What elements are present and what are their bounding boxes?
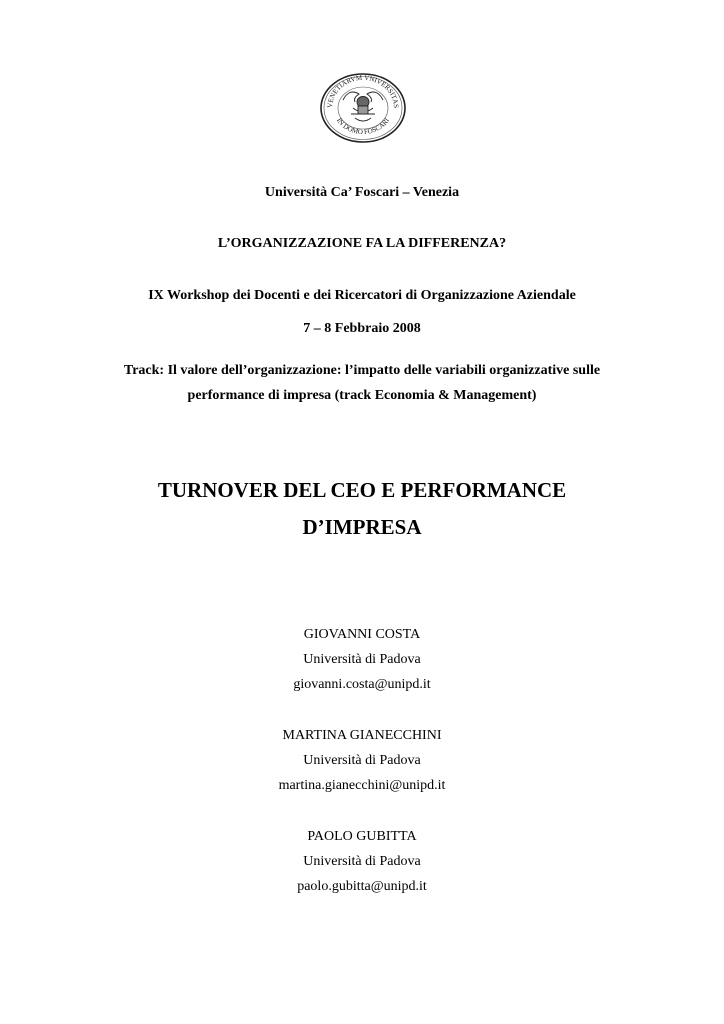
- university-name: Università Ca’ Foscari – Venezia: [264, 185, 460, 200]
- author-affiliation: Università di Padova: [303, 753, 421, 768]
- paper-title-line-2: D’IMPRESA: [302, 515, 422, 539]
- university-seal-logo: [319, 72, 407, 144]
- svg-text:IN DOMO FOSCARI: IN DOMO FOSCARI: [335, 116, 391, 137]
- author-name: MARTINA GIANECCHINI: [282, 728, 442, 743]
- author-affiliation: Università di Padova: [303, 854, 421, 869]
- track-line-1: Track: Il valore dell’organizzazione: l’impatto delle variabili organizzative sulle: [123, 363, 601, 378]
- conference-theme: L’ORGANIZZAZIONE FA LA DIFFERENZA?: [217, 236, 507, 251]
- author-email: martina.gianecchini@unipd.it: [278, 778, 446, 793]
- author-affiliation: Università di Padova: [303, 652, 421, 667]
- svg-text:VENETIARVM VNIVERSITAS: VENETIARVM VNIVERSITAS: [325, 73, 401, 109]
- author-name: GIOVANNI COSTA: [303, 627, 421, 642]
- paper-title-line-1: TURNOVER DEL CEO E PERFORMANCE: [157, 478, 567, 502]
- author-email: giovanni.costa@unipd.it: [293, 677, 431, 692]
- author-name: PAOLO GUBITTA: [307, 829, 417, 844]
- author-email: paolo.gubitta@unipd.it: [297, 879, 427, 894]
- track-line-2: performance di impresa (track Economia & Management): [187, 388, 537, 403]
- workshop-title: IX Workshop dei Docenti e dei Ricercatori di Organizzazione Aziendale: [148, 288, 576, 303]
- workshop-dates: 7 – 8 Febbraio 2008: [303, 321, 421, 336]
